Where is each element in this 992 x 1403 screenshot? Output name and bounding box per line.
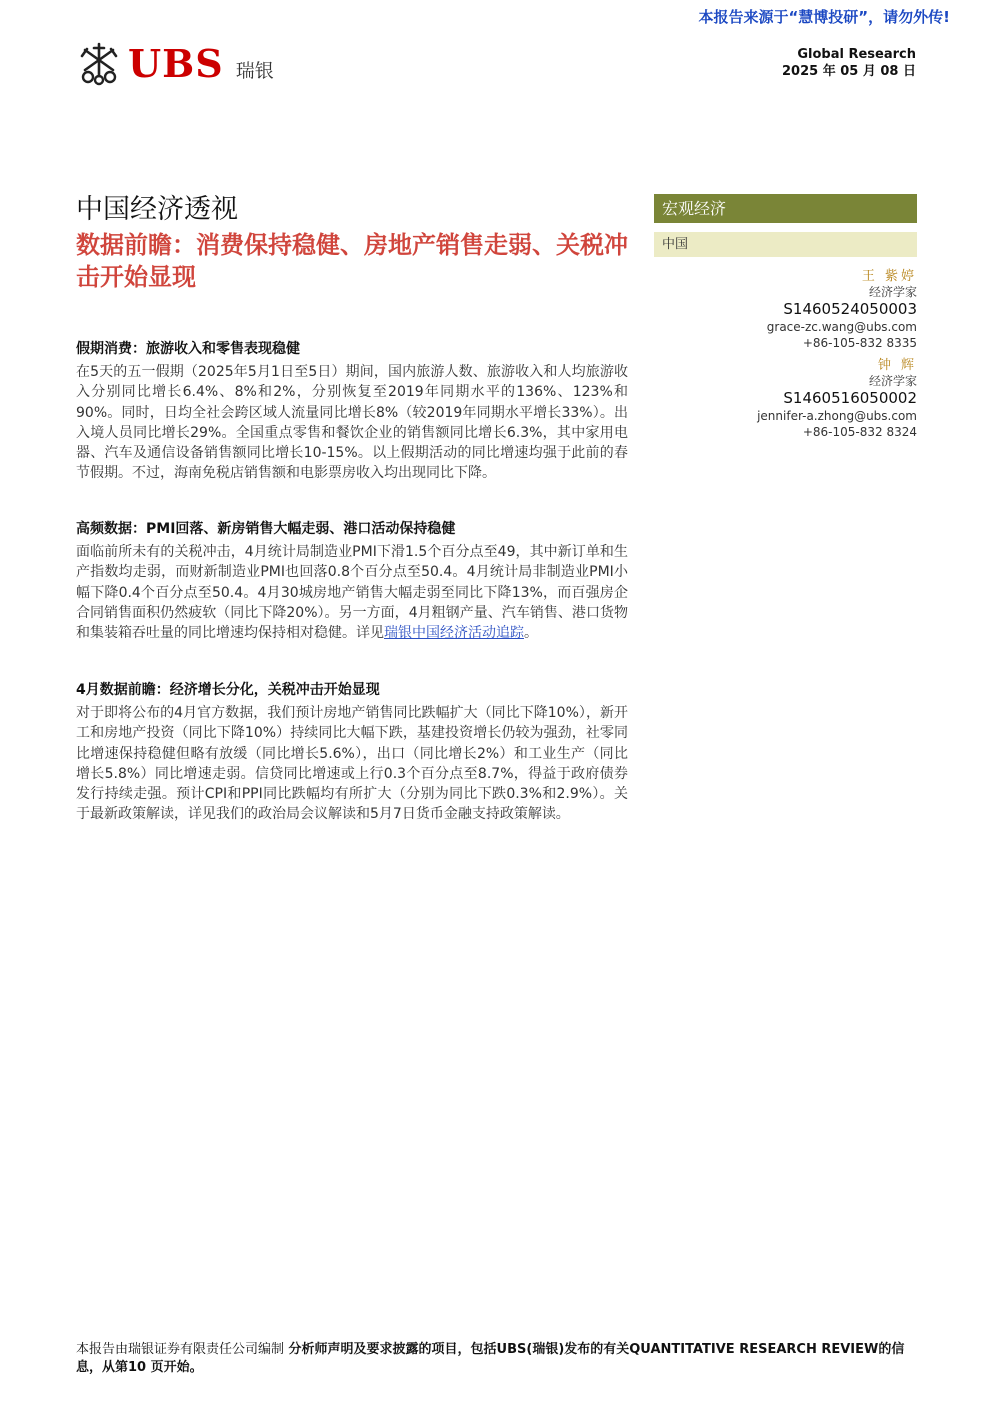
report-date: 2025 年 05 月 08 日: [782, 64, 916, 79]
section-heading: 假期消费：旅游收入和零售表现稳健: [76, 341, 300, 357]
ubs-logo: [76, 38, 274, 88]
section-holiday-consumption: [76, 338, 628, 484]
document-title: 中国经济透视: [76, 194, 238, 225]
activity-tracker-link[interactable]: 瑞银中国经济活动追踪: [384, 625, 524, 642]
ubs-keys-icon: [76, 40, 122, 86]
category-label: 宏观经济: [654, 194, 917, 223]
footer-prepared-by: 本报告由瑞银证券有限责任公司编制: [76, 1342, 285, 1357]
analyst-title: 经济学家: [868, 374, 917, 388]
analyst-phone: +86-105-832 8324: [802, 425, 917, 439]
analyst-id: S1460516050002: [783, 389, 917, 407]
analyst-id: S1460524050003: [783, 300, 917, 318]
section-body: 在5天的五一假期（2025年5月1日至5日）期间，国内旅游人数、旅游收入和人均旅游收入分别同比增长6.4%、8%和2%，分别恢复至2019年同期水平的136%、123%和90%。同时，日均全社会跨区域人流量同比增长8%（较2019年同期水平增长33%）。出入境人员同比增长29%。全国重点零售和餐饮企业的销售额同比增长6.3%，其中家用电器、汽车及通信设备销售额同比增长10-15%。以上假期活动的同比增速均强于此前的春节假期。不过，海南免税店销售额和电影票房收入均出现同比下降。: [76, 364, 628, 482]
brand-name-cn: 瑞银: [235, 59, 274, 82]
watermark-notice: 本报告来源于“慧博投研”，请勿外传!: [698, 8, 950, 26]
analyst-title: 经济学家: [868, 285, 917, 299]
section-body: [76, 542, 628, 643]
footer-disclosure: 分析师声明及要求披露的项目，包括UBS(瑞银)发布的有关QUANTITATIVE RESEARCH REVIEW的信息，从第10 页开始。: [76, 1342, 905, 1375]
section-body-text: 面临前所未有的关税冲击，4月统计局制造业PMI下滑1.5个百分点至49，其中新订单和生产指数均走弱，而财新制造业PMI也回落0.8个百分点至50.4。4月统计局非制造业PMI小幅下降0.4个百分点至50.4。4月30城房地产销售大幅走弱至同比下降13%，而百强房企合同销售面积仍然疲软（同比下降20%）。另一方面，4月粗钢产量、汽车销售、港口货物和集装箱吞吐量的同比增速均保持相对稳健。详见: [76, 544, 628, 642]
brand-name: UBS: [128, 40, 224, 86]
analyst-card: [757, 358, 917, 440]
section-body-tail: 。: [524, 625, 538, 642]
headline: 数据前瞻：消费保持稳健、房地产销售走弱、关税冲击开始显现: [76, 231, 628, 291]
publisher: Global Research: [797, 47, 916, 62]
region-label: 中国: [654, 232, 917, 257]
analyst-card: [767, 269, 917, 351]
section-heading: 高频数据：PMI回落、新房销售大幅走弱、港口活动保持稳健: [76, 521, 456, 537]
analyst-name: 钟 辉: [877, 358, 917, 373]
section-april-data-preview: [76, 679, 628, 825]
analyst-email[interactable]: jennifer-a.zhong@ubs.com: [757, 409, 917, 423]
analyst-email[interactable]: grace-zc.wang@ubs.com: [766, 320, 917, 334]
footer-disclaimer: [76, 1341, 918, 1377]
section-high-frequency-data: [76, 518, 628, 643]
section-body: 对于即将公布的4月官方数据，我们预计房地产销售同比跌幅扩大（同比下降10%），新开工和房地产投资（同比下降10%）持续同比大幅下跌，基建投资增长仍较为强劲，社零同比增速保持稳健但略有放缓（同比增长5.6%），出口（同比增长2%）和工业生产（同比增长5.8%）同比增速走弱。信贷同比增速或上行0.3个百分点至8.7%，得益于政府债券发行持续走强。预计CPI和PPI同比跌幅均有所扩大（分别为同比下跌0.3%和2.9%）。关于最新政策解读，详见我们的政治局会议解读和5月7日货币金融支持政策解读。: [76, 705, 628, 823]
analyst-phone: +86-105-832 8335: [802, 336, 917, 350]
analyst-name: 王 紫婷: [861, 269, 917, 284]
report-header: [782, 46, 916, 80]
section-heading: 4月数据前瞻：经济增长分化，关税冲击开始显现: [76, 682, 380, 698]
